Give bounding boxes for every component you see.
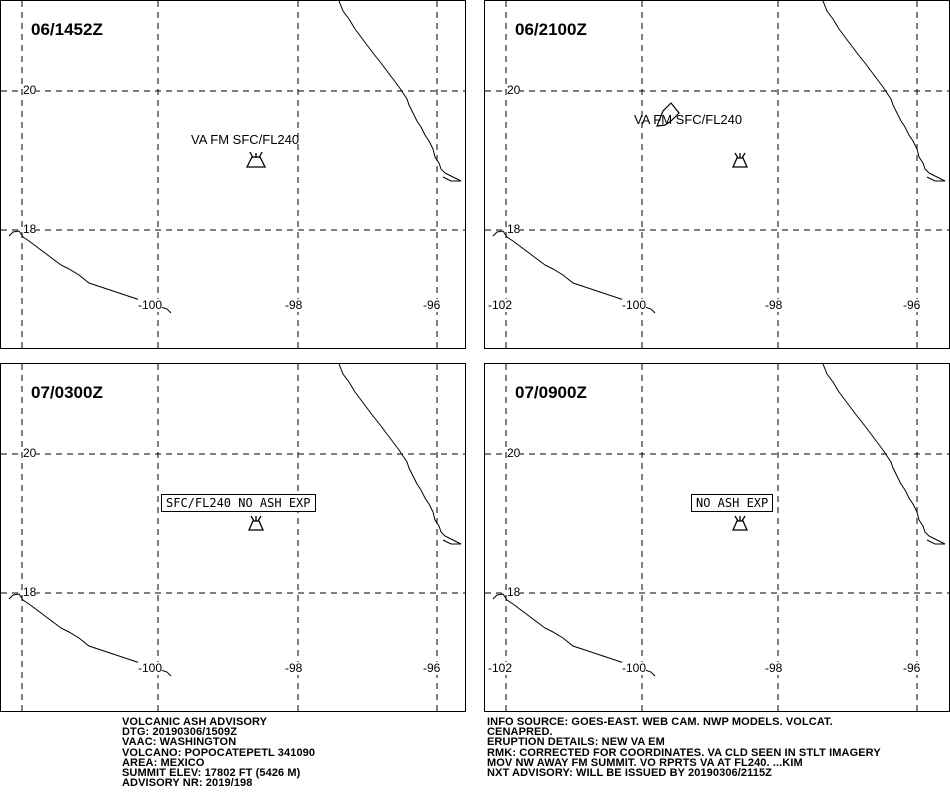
advisory-line: VAAC: WASHINGTON xyxy=(122,736,237,749)
advisory-line: AREA: MEXICO xyxy=(122,756,205,769)
lat-label-20: 20 xyxy=(507,446,521,460)
lat-label-18: 18 xyxy=(23,585,37,599)
ash-label: VA FM SFC/FL240 xyxy=(634,112,743,127)
lon-label-100: -100 xyxy=(622,661,647,675)
lon-label-102: -102 xyxy=(488,661,513,675)
advisory-line: MOV NW AWAY FM SUMMIT. VO RPRTS VA AT FL240. ...KIM xyxy=(487,756,803,769)
map-canvas-2 xyxy=(485,1,950,349)
map-canvas-1 xyxy=(1,1,466,349)
ash-label: SFC/FL240 NO ASH EXP xyxy=(161,494,316,512)
lat-label-18: 18 xyxy=(507,585,521,599)
advisory-line: INFO SOURCE: GOES-EAST. WEB CAM. NWP MODELS. VOLCAT. xyxy=(487,716,833,728)
lat-label-20: 20 xyxy=(23,446,37,460)
volcano-icon xyxy=(247,152,265,167)
lon-label-100: -100 xyxy=(138,298,163,312)
lon-label-96: -96 xyxy=(423,298,441,312)
advisory-right xyxy=(487,717,881,778)
map-panel-3 xyxy=(0,363,466,712)
lon-label-96: -96 xyxy=(903,661,921,675)
lat-label-20: 20 xyxy=(507,83,521,97)
lon-label-100: -100 xyxy=(622,298,647,312)
panel-time: 06/1452Z xyxy=(31,20,103,39)
panel-time: 07/0900Z xyxy=(515,383,587,402)
panel-time: 06/2100Z xyxy=(515,20,587,39)
lon-label-102: -102 xyxy=(488,298,513,312)
map-panel-1 xyxy=(0,0,466,349)
volcano-icon xyxy=(733,516,747,530)
lon-label-98: -98 xyxy=(285,661,303,675)
advisory-line: ADVISORY NR: 2019/198 xyxy=(122,777,253,790)
advisory-line: RMK: CORRECTED FOR COORDINATES. VA CLD SEEN IN STLT IMAGERY xyxy=(487,746,881,759)
lon-label-98: -98 xyxy=(765,661,783,675)
advisory-line: CENAPRED. xyxy=(487,726,553,739)
lon-label-100: -100 xyxy=(138,661,163,675)
lat-label-20: 20 xyxy=(23,83,37,97)
advisory-line: SUMMIT ELEV: 17802 FT (5426 M) xyxy=(122,767,301,780)
panel-time: 07/0300Z xyxy=(31,383,103,402)
lon-label-98: -98 xyxy=(765,298,783,312)
advisory-line: NXT ADVISORY: WILL BE ISSUED BY 20190306/2115Z xyxy=(487,767,772,780)
map-canvas-4 xyxy=(485,364,950,712)
lat-label-18: 18 xyxy=(507,222,521,236)
map-panel-2 xyxy=(484,0,950,349)
lon-label-96: -96 xyxy=(903,298,921,312)
advisory-left xyxy=(122,717,315,788)
volcano-icon xyxy=(733,153,747,167)
map-panel-4 xyxy=(484,363,950,712)
ash-label: VA FM SFC/FL240 xyxy=(191,132,300,147)
map-canvas-3 xyxy=(1,364,466,712)
advisory-line: ERUPTION DETAILS: NEW VA EM xyxy=(487,736,665,749)
advisory-line: VOLCANO: POPOCATEPETL 341090 xyxy=(122,746,316,759)
lon-label-96: -96 xyxy=(423,661,441,675)
ash-label: NO ASH EXP xyxy=(691,494,773,512)
advisory-line: VOLCANIC ASH ADVISORY xyxy=(122,716,268,728)
advisory-line: DTG: 20190306/1509Z xyxy=(122,726,238,739)
volcano-icon xyxy=(249,516,263,530)
lon-label-98: -98 xyxy=(285,298,303,312)
lat-label-18: 18 xyxy=(23,222,37,236)
